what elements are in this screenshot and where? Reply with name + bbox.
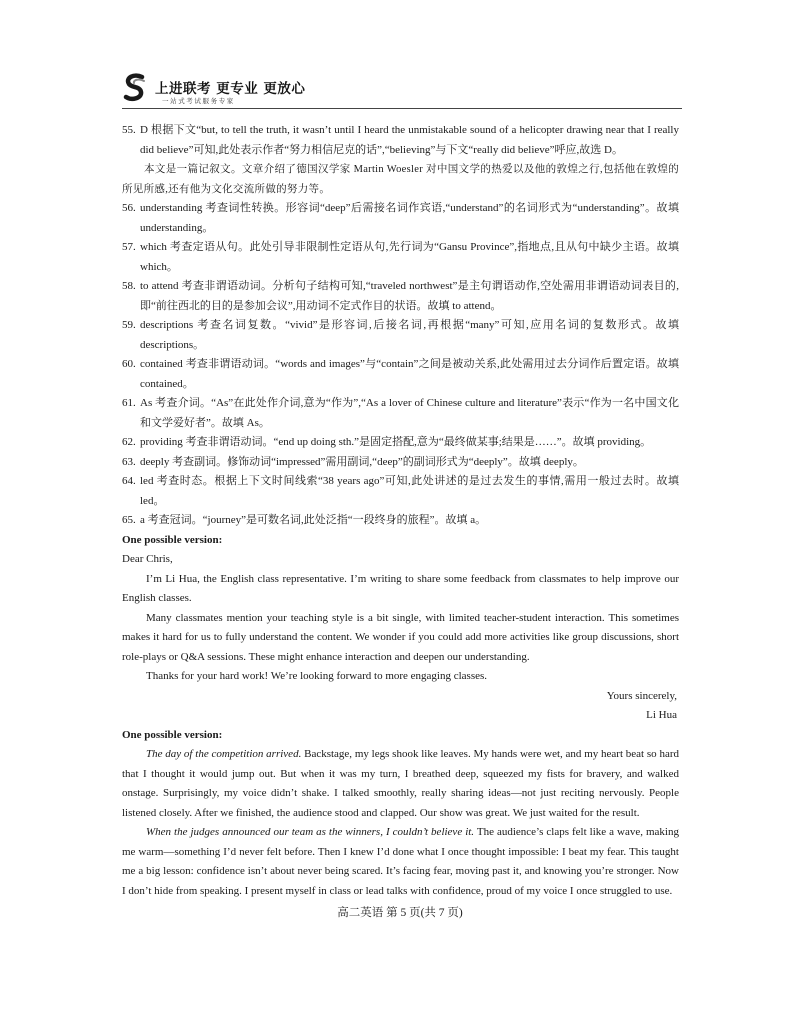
item-number: 63. <box>122 455 136 468</box>
letter-signature: Li Hua <box>646 709 677 721</box>
page-header <box>122 72 682 114</box>
story-opening-sentence: When the judges announced our team as the winners, I couldn’t believe it. <box>146 826 475 838</box>
letter-heading: One possible version: <box>122 533 223 546</box>
answer-item-64 <box>122 472 679 511</box>
answer-item-61 <box>122 394 679 433</box>
page-content <box>122 121 679 901</box>
page-footer: 高二英语 第 5 页(共 7 页) <box>337 907 463 919</box>
item-text: a 考查冠词。“journey”是可数名词,此处泛指“一段终身的旅程”。故填 a。 <box>140 514 487 526</box>
letter-paragraph: Many classmates mention your teaching style is a bit single, with limited teacher-student interaction. This sometimes makes it hard for us to fully understand the content. We wonder if you could add more activities like group discussions, short role-plays or Q&A sessions. These might enhance interaction and deepen our understanding. <box>122 611 679 663</box>
answer-item-62 <box>122 433 679 453</box>
story-paragraph-text: The audience’s claps felt like a wave, making me warm—something I’d never felt before. Then I knew I’d done what I once thought impossible: I beat my fear. This taught me a big lesson: confidence isn’t about never being scared. It’s facing fear, moving past it, and knowing you’re stronger. Now I don’t hide from speaking. I present myself in class or lead talks with confidence, proud of my voice I once struggled to use. <box>122 826 679 897</box>
item-text: which 考查定语从句。此处引导非限制性定语从句,先行词为“Gansu Province”,指地点,且从句中缺少主语。故填 which。 <box>140 241 679 273</box>
item-number: 60. <box>122 358 136 370</box>
story-paragraph-text: Backstage, my legs shook like leaves. My hands were wet, and my heart beat so hard that I thought it would jump out. But when it was my turn, I breathed deep, squeezed my fists for bravery, and walked onstage. Surprisingly, my voice didn’t shake. I talked smoothly, really sharing ideas—not just reciting nervously. People listened closely. After we finished, the audience stood and clapped. Our show was great. We just waited for the result. <box>122 748 679 819</box>
answer-item-58 <box>122 277 679 316</box>
logo-icon <box>122 72 148 102</box>
brand-slogan: 上进联考 更专业 更放心 <box>155 81 306 97</box>
item-number: 61. <box>122 397 136 409</box>
item-text: descriptions 考查名词复数。“vivid”是形容词,后接名词,再根据“many”可知,应用名词的复数形式。故填 descriptions。 <box>140 319 679 351</box>
item-text: led 考查时态。根据上下文时间线索“38 years ago”可知,此处讲述的是过去发生的事情,需用一般过去时。故填 led。 <box>140 475 679 507</box>
item-number: 55. <box>122 124 136 136</box>
header-rule <box>122 108 682 109</box>
summary-note: 本文是一篇记叙文。文章介绍了德国汉学家 Martin Woesler 对中国文学的热爱以及他的敦煌之行,包括他在敦煌的所见所感,还有他为文化交流所做的努力等。 <box>122 164 679 195</box>
brand-tagline: 一站式考试服务专家 <box>162 97 235 105</box>
letter-paragraph: Thanks for your hard work! We’re looking forward to more engaging classes. <box>146 670 488 682</box>
answer-item-59 <box>122 316 679 355</box>
story-paragraph-2 <box>122 823 679 901</box>
answer-item-65 <box>122 511 679 531</box>
story-paragraph-1 <box>122 745 679 823</box>
answer-item-60 <box>122 355 679 394</box>
item-text: deeply 考查副词。修饰动词“impressed”需用副词,“deep”的副词形式为“deeply”。故填 deeply。 <box>140 455 584 468</box>
item-text: providing 考查非谓语动词。“end up doing sth.”是固定搭配,意为“最终做某事;结果是……”。故填 providing。 <box>140 436 652 448</box>
answer-item-57 <box>122 238 679 277</box>
item-number: 59. <box>122 319 136 331</box>
item-number: 58. <box>122 280 136 292</box>
item-text: D 根据下文“but, to tell the truth, it wasn’t until I heard the unmistakable sound of a helicopter drawing near that I really did believe”可知,此处表示作者“努力相信尼克的话”,“believing”与下文“really did believe”呼应,故选 D。 <box>140 124 679 156</box>
item-number: 64. <box>122 475 136 487</box>
item-number: 57. <box>122 241 136 253</box>
answer-item-56 <box>122 199 679 238</box>
letter-closing: Yours sincerely, <box>606 689 677 702</box>
story-heading: One possible version: <box>122 728 223 741</box>
item-number: 56. <box>122 202 136 214</box>
story-opening-sentence: The day of the competition arrived. <box>146 748 302 760</box>
item-text: As 考查介词。“As”在此处作介词,意为“作为”,“As a lover of Chinese culture and literature”表示“作为一名中国文化和文学爱好者”。故填 As。 <box>140 397 679 429</box>
item-text: understanding 考查词性转换。形容词“deep”后需接名词作宾语,“understand”的名词形式为“understanding”。故填 understanding。 <box>140 202 679 234</box>
letter-salutation: Dear Chris, <box>122 553 173 565</box>
item-text: contained 考查非谓语动词。“words and images”与“contain”之间是被动关系,此处需用过去分词作后置定语。故填 contained。 <box>140 358 679 390</box>
answer-item-55 <box>122 121 679 160</box>
item-number: 62. <box>122 436 136 448</box>
item-text: to attend 考查非谓语动词。分析句子结构可知,“traveled northwest”是主句谓语动作,空处需用非谓语动词表目的,即“前往西北的目的是参加会议”,用动词不定式作目的状语。故填 to attend。 <box>140 280 679 312</box>
letter-paragraph: I’m Li Hua, the English class representative. I’m writing to share some feedback from classmates to help improve our English classes. <box>122 572 679 604</box>
answer-item-63 <box>122 453 679 473</box>
item-number: 65. <box>122 514 136 526</box>
